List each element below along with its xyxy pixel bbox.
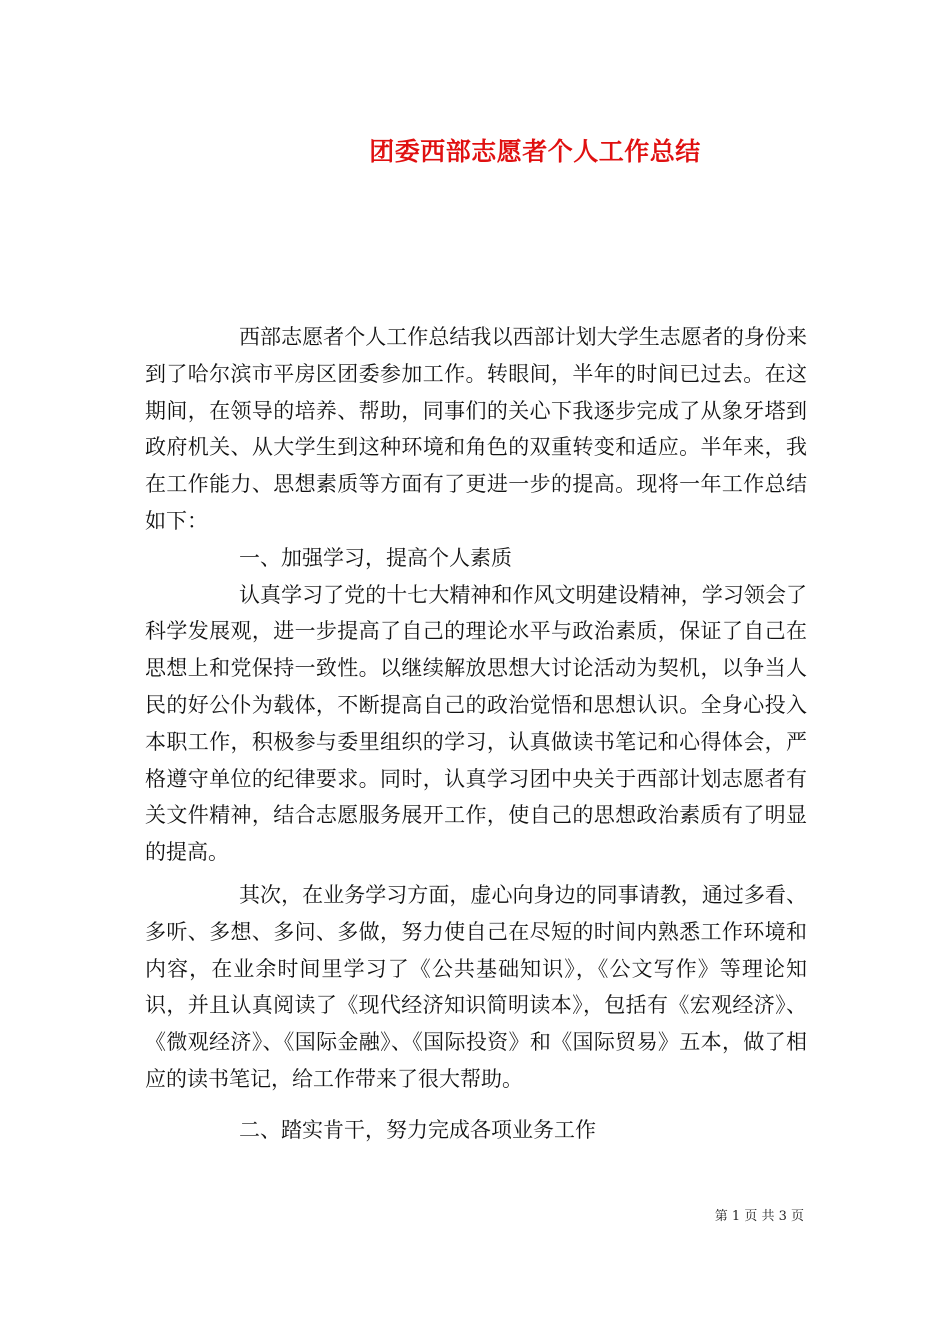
body-paragraph-business-study: 其次，在业务学习方面，虚心向身边的同事请教，通过多看、多听、多想、多问、多做，努力使自己在尽短的时间内熟悉工作环境和内容，在业余时间里学习了《公共基础知识》，《公文写作》等理论知识，并且认真阅读了《现代经济知识简明读本》，包括有《宏观经济》、《微观经济》、《国际金融》、《国际投资》和《国际贸易》五本，做了相应的读书笔记，给工作带来了很大帮助。 [145, 882, 807, 1091]
document-body [145, 319, 807, 1149]
intro-paragraph: 西部志愿者个人工作总结我以西部计划大学生志愿者的身份来到了哈尔滨市平房区团委参加工作。转眼间，半年的时间已过去。在这期间，在领导的培养、帮助，同事们的关心下我逐步完成了从象牙塔到政府机关、从大学生到这种环境和角色的双重转变和适应。半年来，我在工作能力、思想素质等方面有了更进一步的提高。现将一年工作总结如下： [145, 325, 807, 533]
section-heading-1: 一、加强学习，提高个人素质 [239, 545, 512, 570]
body-paragraph-study: 认真学习了党的十七大精神和作风文明建设精神，学习领会了科学发展观，进一步提高了自己的理论水平与政治素质，保证了自己在思想上和党保持一致性。以继续解放思想大讨论活动为契机，以争当人民的好公仆为载体，不断提高自己的政治觉悟和思想认识。全身心投入本职工作，积极参与委里组织的学习，认真做读书笔记和心得体会，严格遵守单位的纪律要求。同时，认真学习团中央关于西部计划志愿者有关文件精神，结合志愿服务展开工作，使自己的思想政治素质有了明显的提高。 [145, 582, 807, 865]
document-title: 团委西部志愿者个人工作总结 [369, 137, 701, 166]
page-number: 第 1 页 共 3 页 [714, 1209, 804, 1224]
section-heading-2: 二、踏实肯干，努力完成各项业务工作 [239, 1117, 596, 1142]
